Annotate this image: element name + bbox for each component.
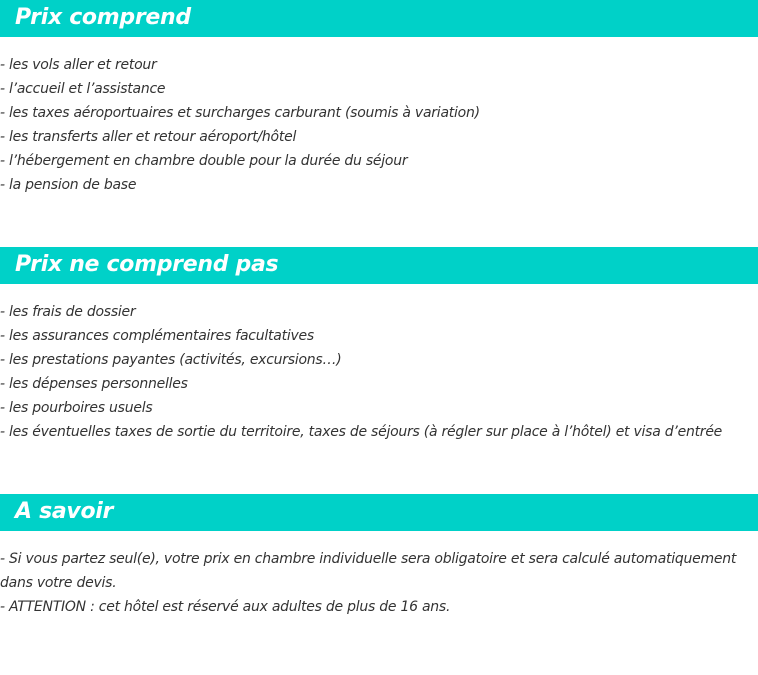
list-item: - les assurances complémentaires facultatives (0, 328, 314, 344)
included-list (0, 53, 758, 197)
notes-block (0, 547, 758, 619)
section-header-banner (0, 494, 758, 531)
section-title: Prix ne comprend pas (15, 252, 279, 277)
list-item: - l’hébergement en chambre double pour la durée du séjour (0, 153, 408, 169)
list-item: - les prestations payantes (activités, excursions…) (0, 352, 342, 368)
list-item: - les éventuelles taxes de sortie du territoire, taxes de séjours (à régler sur place à l’hôtel) et visa d’entrée (0, 424, 723, 440)
list-item: - les taxes aéroportuaires et surcharges carburant (soumis à variation) (0, 105, 480, 121)
list-item: - l’accueil et l’assistance (0, 81, 166, 97)
section-header-banner (0, 247, 758, 284)
section-title: Prix comprend (15, 5, 191, 30)
list-item: - la pension de base (0, 177, 137, 193)
section-title: A savoir (15, 499, 114, 524)
note-paragraph: - Si vous partez seul(e), votre prix en chambre individuelle sera obligatoire et sera calculé automatiquement dans votre devis. (0, 551, 737, 591)
section-prix-ne-comprend-pas (0, 247, 758, 444)
excluded-list (0, 300, 758, 444)
note-paragraph: - ATTENTION : cet hôtel est réservé aux adultes de plus de 16 ans. (0, 599, 451, 615)
list-item: - les vols aller et retour (0, 57, 157, 73)
list-item: - les dépenses personnelles (0, 376, 188, 392)
list-item: - les transferts aller et retour aéroport/hôtel (0, 129, 297, 145)
list-item: - les pourboires usuels (0, 400, 153, 416)
section-prix-comprend (0, 0, 758, 197)
section-header-banner (0, 0, 758, 37)
list-item: - les frais de dossier (0, 304, 136, 320)
section-a-savoir (0, 494, 758, 619)
